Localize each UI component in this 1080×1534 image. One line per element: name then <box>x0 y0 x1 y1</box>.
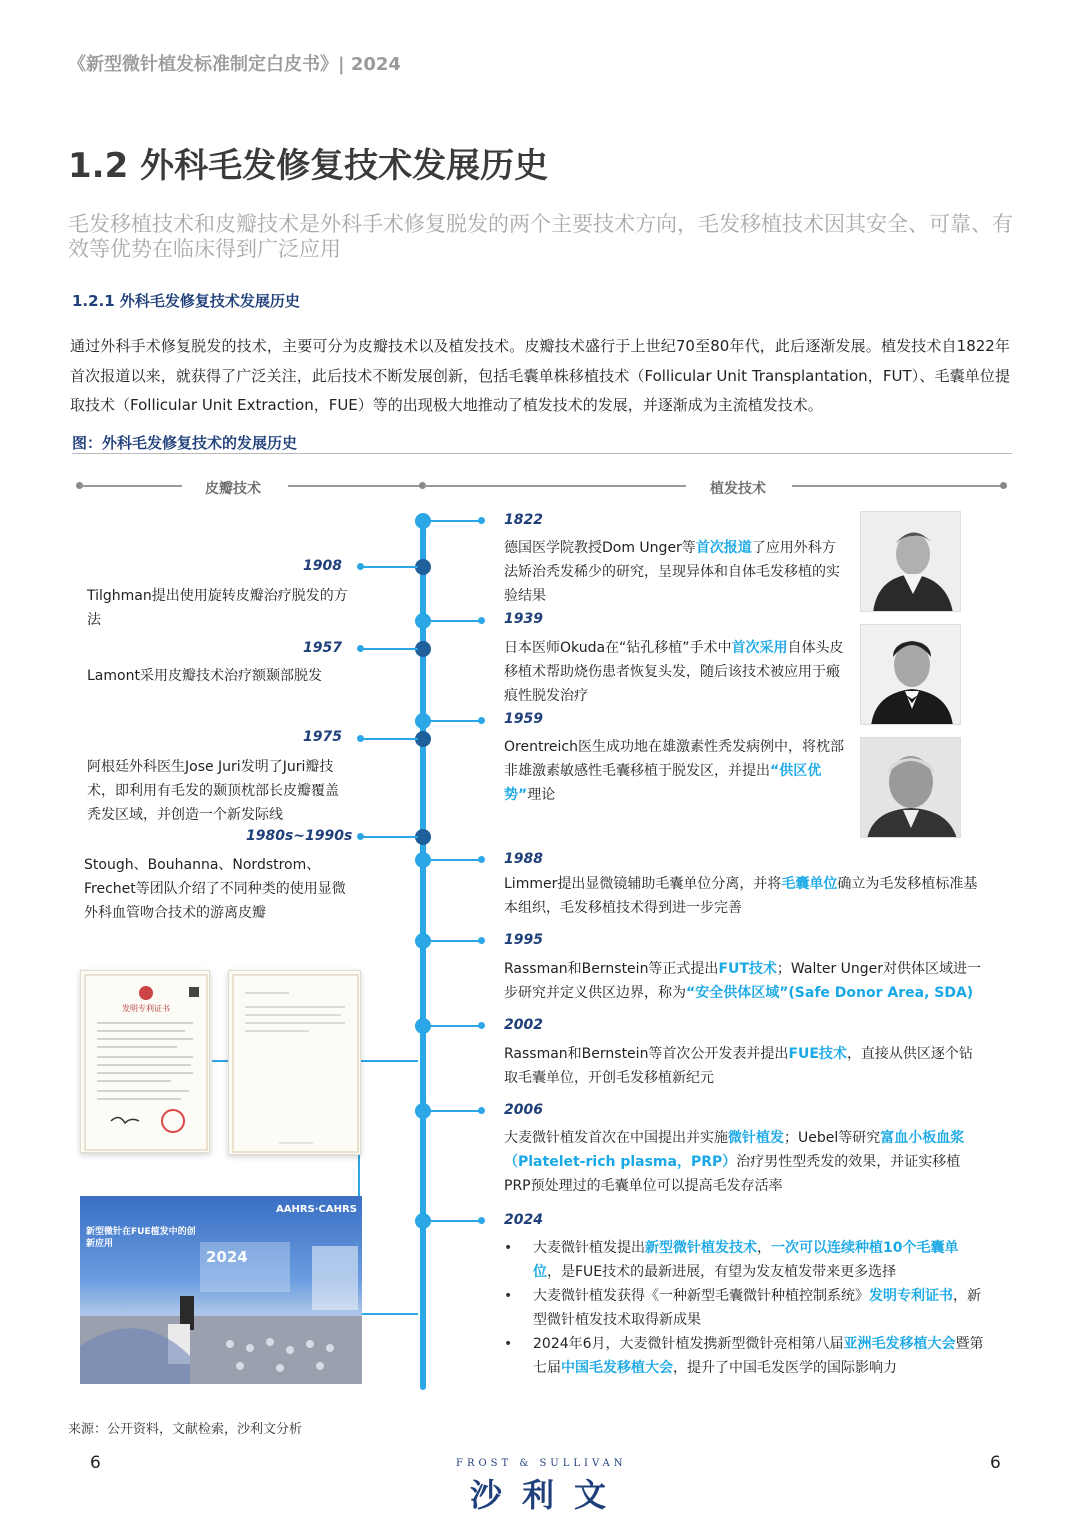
connector-dot-1939 <box>478 617 485 624</box>
patent-certificate-back-image <box>228 970 361 1155</box>
section-subtitle: 毛发移植技术和皮瓣技术是外科手术修复脱发的两个主要技术方向，毛发移植技术因其安全、可靠、有效等优势在临床得到广泛应用 <box>68 212 1013 261</box>
timeline-node-1939 <box>415 613 431 629</box>
connector-1822 <box>430 520 480 522</box>
left-text-1980s: Stough、Bouhanna、Nordstrom、Frechet等团队介绍了不同种类的使用显微外科血管吻合技术的游离皮瓣 <box>84 857 346 921</box>
connector-1908 <box>362 566 418 568</box>
left-year-1908: 1908 <box>303 558 342 574</box>
connector-1975 <box>362 738 418 740</box>
connector-1988 <box>430 859 480 861</box>
list-item-2024-3: • 2024年6月，大麦微针植发携新型微针亮相第八届亚洲毛发移植大会暨第七届中国毛发移植大会，提升了中国毛发医学的国际影响力 <box>504 1332 984 1380</box>
connector-dot-1975 <box>357 735 364 742</box>
connector-1980s <box>362 836 418 838</box>
right-column-header: 植发技术 <box>710 481 766 497</box>
image-bracket-top <box>358 1060 418 1062</box>
figure-caption: 图：外科毛发修复技术的发展历史 <box>72 434 298 452</box>
portrait-orentreich-image <box>860 737 961 838</box>
header-title: 《新型微针植发标准制定白皮书》| 2024 <box>68 54 401 75</box>
left-column-header: 皮瓣技术 <box>205 481 261 497</box>
right-text-1959: Orentreich医生成功地在雄激素性秃发病例中，将枕部非雄激素敏感性毛囊移植于脱发区，并提出“供区优势”理论 <box>504 739 844 803</box>
left-year-1980s: 1980s~1990s <box>246 828 353 844</box>
right-year-2002: 2002 <box>504 1017 543 1033</box>
portrait-unger-image <box>860 511 961 612</box>
right-year-1988: 1988 <box>504 851 543 867</box>
timeline-node-1988 <box>415 852 431 868</box>
connector-dot-2006 <box>478 1107 485 1114</box>
right-year-1995: 1995 <box>504 932 543 948</box>
axis-line-right <box>792 485 1002 487</box>
right-list-2024 <box>504 1236 984 1380</box>
connector-dot-2002 <box>478 1022 485 1029</box>
timeline-node-1995 <box>415 933 431 949</box>
axis-line-left-center <box>288 485 420 487</box>
connector-1959 <box>430 720 480 722</box>
connector-1995 <box>430 940 480 942</box>
right-year-1822: 1822 <box>504 512 543 528</box>
right-text-1939: 日本医师Okuda在“钻孔移植”手术中首次采用自体头皮移植术帮助烧伤患者恢复头发，随后该技术被应用于瘢痕性脱发治疗 <box>504 640 844 704</box>
right-year-2006: 2006 <box>504 1102 543 1118</box>
connector-1957 <box>362 648 418 650</box>
connector-2002 <box>430 1025 480 1027</box>
body-paragraph: 通过外科手术修复脱发的技术，主要可分为皮瓣技术以及植发技术。皮瓣技术盛行于上世纪70至80年代，此后逐渐发展。植发技术自1822年首次报道以来，就获得了广泛关注，此后技术不断发展创新，包括毛囊单株移植技术（Follicular Unit Transplantation，FUT）、毛囊单位提取技术（Follicular Unit Extraction，FUE）等的出现极大地推动了植发技术的发展，并逐渐成为主流植发技术。 <box>70 337 1010 414</box>
certificate-title: 发明专利证书 <box>122 1004 170 1013</box>
timeline-node-1822 <box>415 513 431 529</box>
connector-2024 <box>430 1220 480 1222</box>
patent-certificate-front-image <box>80 970 210 1153</box>
connector-dot-1957 <box>357 645 364 652</box>
brand-logo-english: FROST & SULLIVAN <box>456 1458 627 1469</box>
timeline-node-1959 <box>415 713 431 729</box>
photo-year-text: 2024 <box>206 1248 248 1266</box>
left-text-1975: 阿根廷外科医生Jose Juri发明了Juri瓣技术，即利用有毛发的颞顶枕部长皮瓣覆盖秃发区域，并创造一个新发际线 <box>87 759 339 823</box>
photo-banner-text: 新型微针在FUE植发中的创新应用 <box>86 1227 196 1249</box>
connector-dot-1822 <box>478 517 485 524</box>
timeline-node-2024 <box>415 1213 431 1229</box>
axis-end-dot <box>1000 482 1007 489</box>
right-text-1822: 德国医学院教授Dom Unger等首次报道了应用外科方法矫治秃发稀少的研究，呈现异体和自体毛发移植的实验结果 <box>504 540 840 604</box>
connector-dot-1988 <box>478 856 485 863</box>
subsection-title: 1.2.1 外科毛发修复技术发展历史 <box>72 292 300 310</box>
axis-line-left <box>80 485 182 487</box>
section-title: 1.2 外科毛发修复技术发展历史 <box>68 146 549 186</box>
connector-dot-1980s <box>357 833 364 840</box>
right-year-1959: 1959 <box>504 711 543 727</box>
right-text-2006: 大麦微针植发首次在中国提出并实施微针植发；Uebel等研究富血小板血浆（Platelet-rich plasma，PRP）治疗男性型秃发的效果，并证实移植PRP预处理过的毛囊单位可以提高毛发存活率 <box>504 1130 965 1194</box>
list-item-2024-1: • 大麦微针植发提出新型微针植发技术，一次可以连续种植10个毛囊单位，是FUE技术的最新进展，有望为发友植发带来更多选择 <box>504 1236 984 1284</box>
page-number-left: 6 <box>90 1453 101 1473</box>
left-year-1975: 1975 <box>303 729 342 745</box>
right-year-1939: 1939 <box>504 611 543 627</box>
connector-dot-2024 <box>478 1217 485 1224</box>
portrait-okuda-image <box>860 624 961 725</box>
page-number-right: 6 <box>990 1453 1001 1473</box>
photo-sign-text: AAHRS·CAHRS <box>276 1204 357 1215</box>
timeline-node-2002 <box>415 1018 431 1034</box>
brand-logo-chinese: 沙利文 <box>470 1476 627 1514</box>
left-text-1957: Lamont采用皮瓣技术治疗额颞部脱发 <box>87 668 322 684</box>
connector-dot-1995 <box>478 937 485 944</box>
figure-rule <box>72 453 1012 454</box>
connector-2006 <box>430 1110 480 1112</box>
left-year-1957: 1957 <box>303 640 342 656</box>
axis-line-right-center <box>424 485 686 487</box>
source-note: 来源：公开资料，文献检索，沙利文分析 <box>68 1422 303 1437</box>
timeline-node-2006 <box>415 1103 431 1119</box>
right-text-1995: Rassman和Bernstein等正式提出FUT技术；Walter Unger对供体区域进一步研究并定义供区边界，称为“安全供体区域”(Safe Donor Area, SDA) <box>504 961 982 1001</box>
connector-1939 <box>430 620 480 622</box>
right-year-2024: 2024 <box>504 1212 543 1228</box>
connector-dot-1959 <box>478 717 485 724</box>
right-text-1988: Limmer提出显微镜辅助毛囊单位分离，并将毛囊单位确立为毛发移植标准基本组织，毛发移植技术得到进一步完善 <box>504 876 978 916</box>
left-text-1908: Tilghman提出使用旋转皮瓣治疗脱发的方法 <box>87 588 348 628</box>
conference-photo-image <box>80 1196 362 1384</box>
connector-dot-1908 <box>357 563 364 570</box>
right-text-2002: Rassman和Bernstein等首次公开发表并提出FUE技术，直接从供区逐个钻取毛囊单位，开创毛发移植新纪元 <box>504 1046 973 1086</box>
list-item-2024-2: • 大麦微针植发获得《一种新型毛囊微针种植控制系统》发明专利证书，新型微针植发技术取得新成果 <box>504 1284 984 1332</box>
image-bracket-bottom <box>358 1313 418 1315</box>
